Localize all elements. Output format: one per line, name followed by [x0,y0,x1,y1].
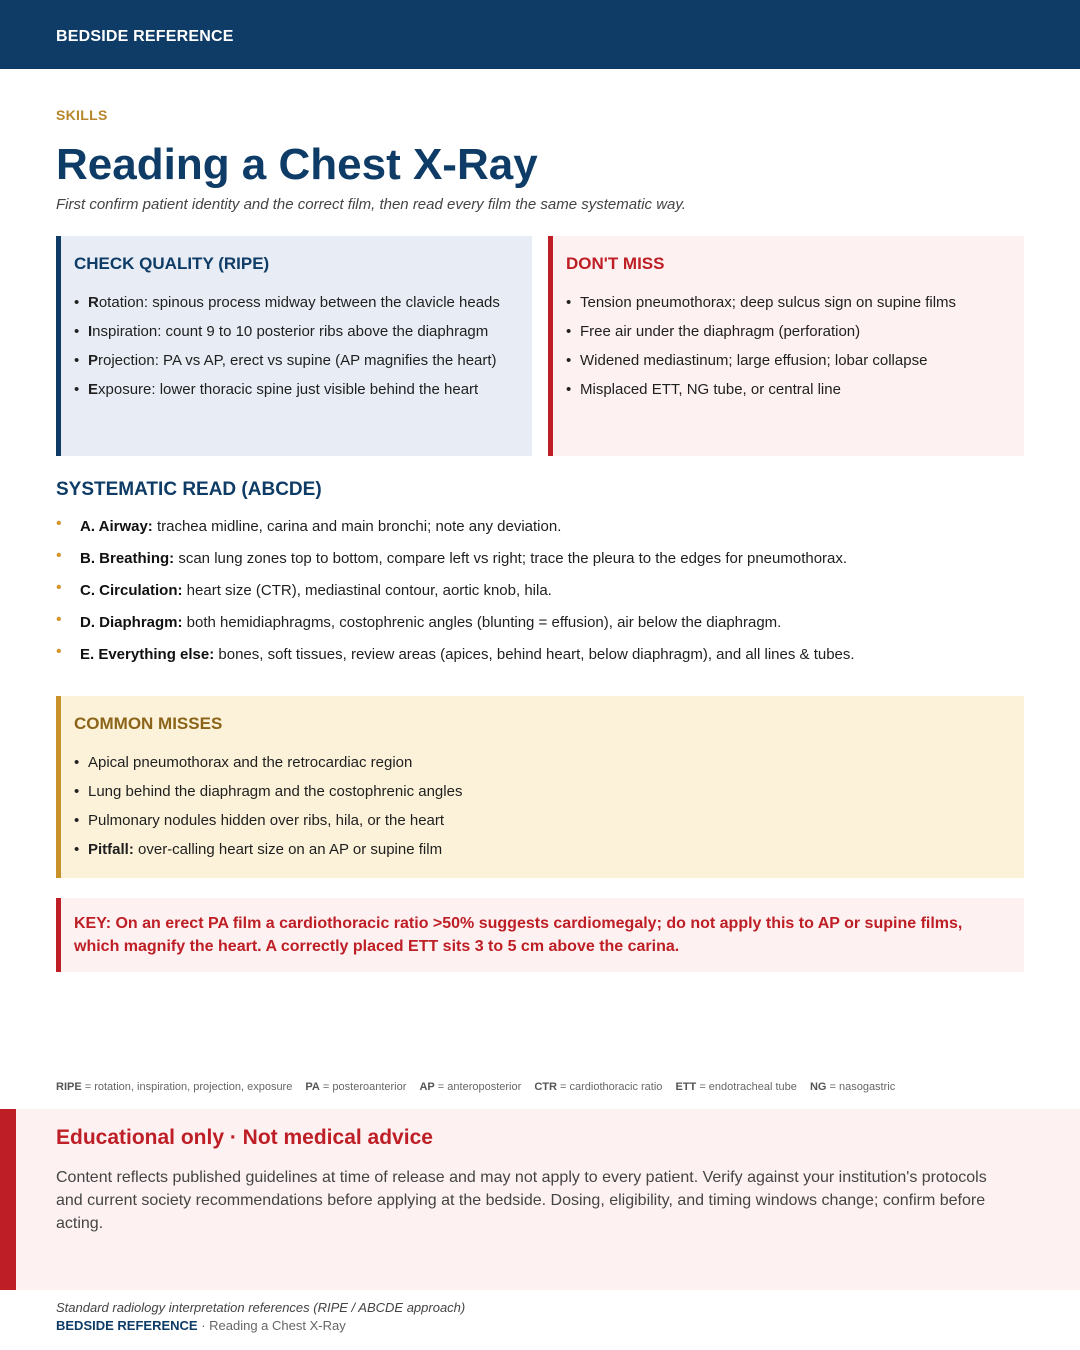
dont-miss-list [566,292,1010,400]
bullet-icon: • [56,547,62,564]
glossary-entry: RIPE = rotation, inspiration, projection, exposure [56,1081,293,1093]
list-item: • Misplaced ETT, NG tube, or central line [566,379,1010,400]
source-note: Standard radiology interpretation references (RIPE / ABCDE approach) [56,1300,466,1315]
list-item: • Pitfall: over-calling heart size on an AP or supine film [74,839,1010,860]
list-item: • Lung behind the diaphragm and the costophrenic angles [74,781,1010,802]
glossary-entry: NG = nasogastric [809,1081,896,1093]
bullet-icon: • [56,643,62,660]
common-misses-list [74,752,1010,860]
quality-check-box [56,236,532,456]
footer-brand: BEDSIDE REFERENCE [56,1318,198,1333]
systematic-heading: SYSTEMATIC READ (ABCDE) [56,479,322,500]
abbreviation-glossary [56,1081,905,1093]
dont-miss-heading: DON'T MISS [566,254,665,273]
list-item: • Apical pneumothorax and the retrocardiac region [74,752,1010,773]
list-item: • Projection: PA vs AP, erect vs supine (AP magnifies the heart) [74,350,518,371]
common-misses-heading: COMMON MISSES [74,714,223,733]
glossary-entry: PA = posteroanterior [305,1081,407,1093]
list-item: • C. Circulation: heart size (CTR), mediastinal contour, aortic knob, hila. [56,579,552,599]
page-subtitle: First confirm patient identity and the correct film, then read every film the same systematic way. [56,196,686,213]
top-banner [0,0,1080,69]
list-item: • Inspiration: count 9 to 10 posterior ribs above the diaphragm [74,321,518,342]
bullet-icon: • [56,515,62,532]
list-item: • E. Everything else: bones, soft tissues, review areas (apices, behind heart, below diaphragm), and all lines & tubes. [56,643,855,663]
common-misses-box [56,696,1024,878]
glossary-entry: AP = anteroposterior [419,1081,522,1093]
glossary-entry: ETT = endotracheal tube [675,1081,797,1093]
list-item: • Rotation: spinous process midway between the clavicle heads [74,292,518,313]
bullet-icon: • [56,611,62,628]
disclaimer-body: Content reflects published guidelines at time of release and may not apply to every patient. Verify against your institution's protocols and current society recommendations before applying at the bedside. Dosing, eligibility, and timing windows change; confirm before acting. [56,1169,987,1232]
glossary-entry: CTR = cardiothoracic ratio [534,1081,663,1093]
list-item: • A. Airway: trachea midline, carina and main bronchi; note any deviation. [56,515,562,535]
disclaimer-heading: Educational only · Not medical advice [56,1126,433,1149]
quality-list [74,292,518,400]
footer-page-name: Reading a Chest X-Ray [209,1318,346,1333]
dont-miss-box [548,236,1024,456]
list-item: • Exposure: lower thoracic spine just visible behind the heart [74,379,518,400]
section-kicker: SKILLS [56,107,108,123]
page-title: Reading a Chest X-Ray [56,140,538,189]
quality-heading: CHECK QUALITY (RIPE) [74,254,270,273]
list-item: • Tension pneumothorax; deep sulcus sign on supine films [566,292,1010,313]
list-item: • B. Breathing: scan lung zones top to bottom, compare left vs right; trace the pleura to the edges for pneumothorax. [56,547,848,567]
list-item: • Free air under the diaphragm (perforation) [566,321,1010,342]
list-item: • Widened mediastinum; large effusion; lobar collapse [566,350,1010,371]
page-footer: BEDSIDE REFERENCE · Reading a Chest X-Ray [56,1318,346,1333]
brand-label: BEDSIDE REFERENCE [56,28,234,45]
key-callout: KEY: On an erect PA film a cardiothoracic ratio >50% suggests cardiomegaly; do not apply this to AP or supine films, which magnify the heart. A correctly placed ETT sits 3 to 5 cm above the carina. [56,898,1024,972]
list-item: • D. Diaphragm: both hemidiaphragms, costophrenic angles (blunting = effusion), air below the diaphragm. [56,611,782,631]
bullet-icon: • [56,579,62,596]
systematic-list [56,516,1036,676]
list-item: • Pulmonary nodules hidden over ribs, hila, or the heart [74,810,1010,831]
disclaimer-panel [0,1109,1080,1290]
